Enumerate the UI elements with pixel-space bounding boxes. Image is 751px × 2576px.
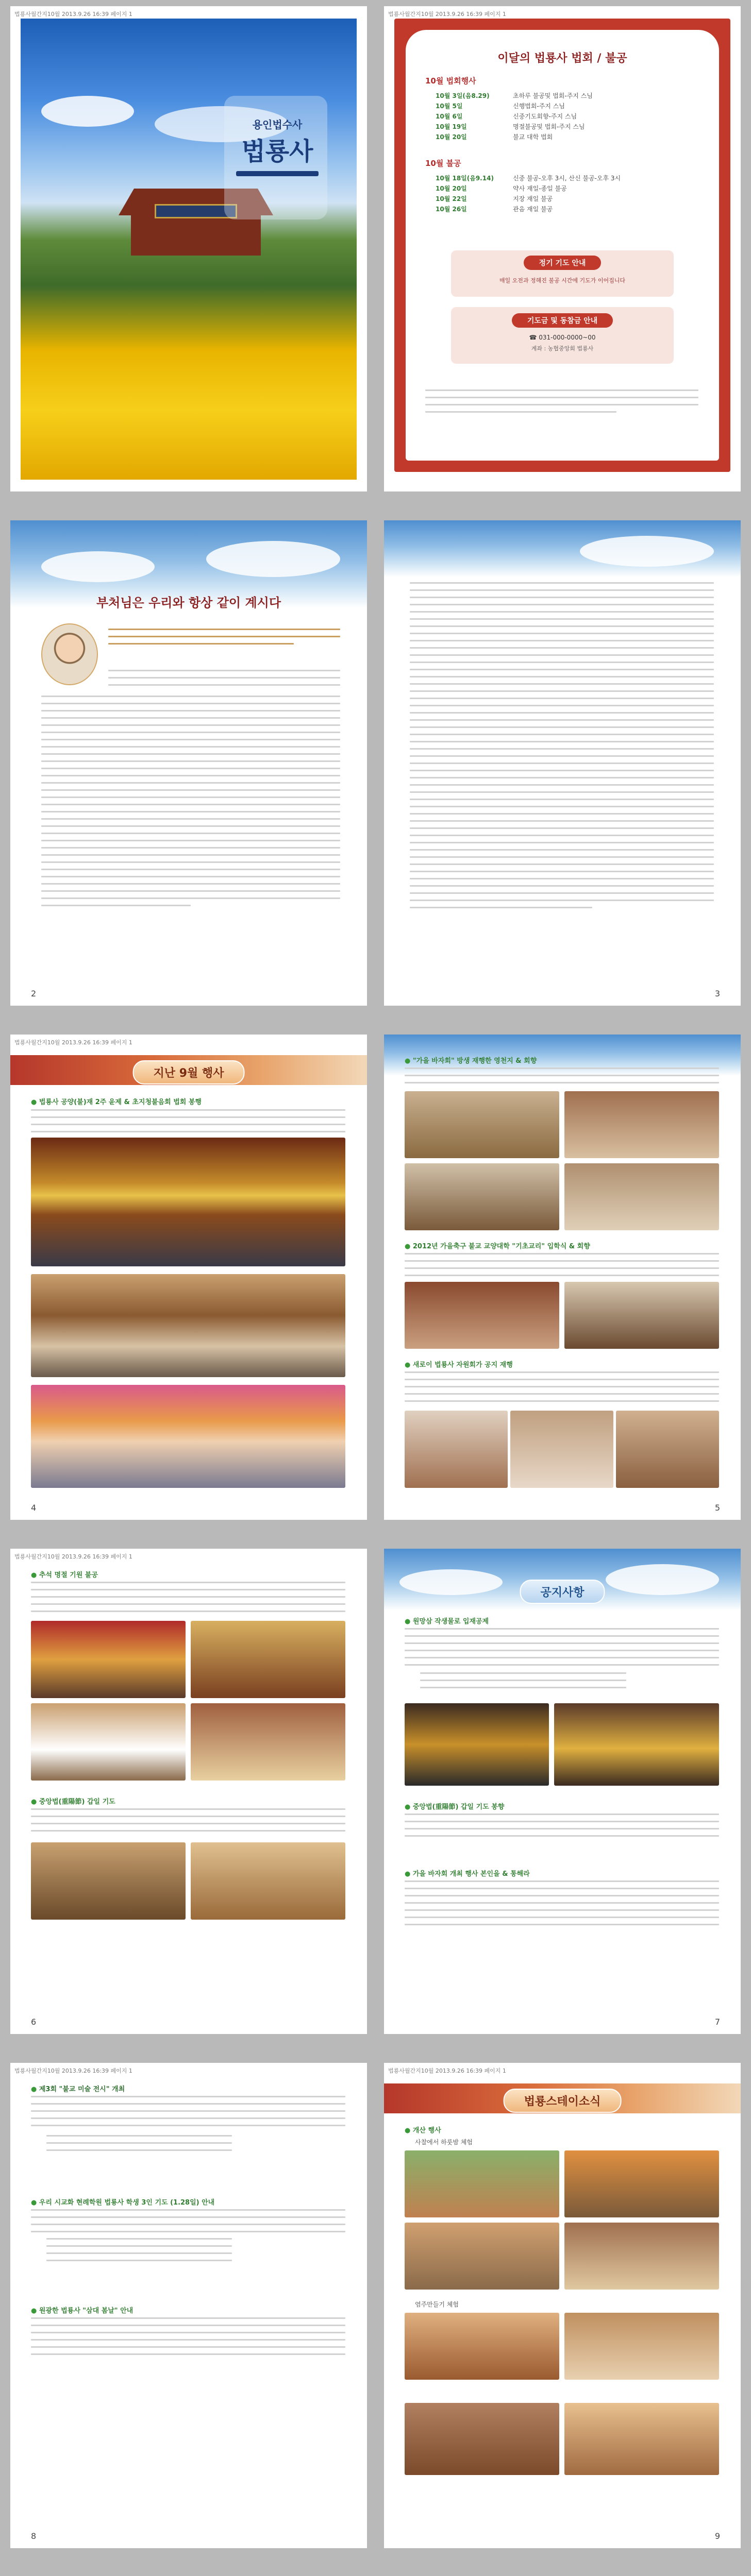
events-title: 이달의 법룡사 법회 / 불공 (497, 52, 627, 65)
page-cover (10, 6, 367, 492)
event-photo (191, 1842, 345, 1920)
section-heading: ● 우리 시교화 현례학원 법룡사 학생 3인 기도 (1.28일) 안내 (31, 2197, 214, 2207)
event-photo (405, 1282, 559, 1349)
page-header: 법룡사월간지10월 2013.9.26 16:39 페이지 1 (388, 11, 506, 18)
photo-caption: 사찰에서 하룻밤 체험 (415, 2139, 473, 2146)
list-item: 10월 6일 신중기도회향-주지 스님 (436, 113, 577, 120)
cover-title-block (236, 116, 319, 204)
page-number: 2 (31, 989, 37, 998)
templestay-photo (564, 2313, 719, 2380)
cover-subtitle: 용인법수사 (252, 118, 303, 131)
event-photo (405, 1163, 559, 1230)
donation-account: 계좌 : 농협중앙회 법룡사 (531, 345, 594, 352)
events-list (436, 91, 593, 142)
section-heading: ● "가을 바자회" 방생 재행한 영천지 & 회향 (405, 1055, 537, 1065)
cover-image (21, 19, 357, 480)
templestay-photo (564, 2150, 719, 2217)
page-events (384, 6, 741, 492)
event-photo (31, 1621, 186, 1698)
event-photo (564, 1163, 719, 1230)
event-photo (510, 1411, 613, 1488)
offerings-list (436, 173, 621, 214)
list-item: 10월 26일 관음 재일 불공 (436, 206, 553, 213)
event-photo (564, 1282, 719, 1349)
page-dharma-talk-1 (10, 520, 367, 1006)
templestay-photo (405, 2223, 559, 2290)
event-photo (31, 1842, 186, 1920)
section-offerings: 10월 불공 (425, 159, 461, 168)
list-item: 10월 20일 약사 재일-종일 불공 (436, 185, 567, 192)
event-photo (564, 1091, 719, 1158)
list-item: 10월 3일(음8.29) 초하루 불공및 법회-주지 스님 (436, 92, 593, 99)
page-number: 4 (31, 1503, 37, 1513)
event-photo (31, 1703, 186, 1781)
page-notices (384, 1549, 741, 2034)
list-item: 10월 20일 불교 대학 법회 (436, 133, 553, 141)
notice-photo (554, 1703, 719, 1786)
list-item: 10월 18일(음9.14) 신중 불공-오후 3시, 산신 불공-오후 3시 (436, 175, 621, 182)
list-item: 10월 22일 지장 재일 불공 (436, 195, 553, 202)
section-heading: ● 가을 바자회 개최 행사 본인을 & 통해라 (405, 1868, 530, 1878)
event-photo (616, 1411, 719, 1488)
page-number: 3 (714, 989, 720, 998)
monk-portrait (41, 623, 98, 685)
section-title: 지난 9월 행사 (133, 1060, 245, 1084)
event-photo (191, 1703, 345, 1781)
page-notices-2 (10, 2063, 367, 2548)
section-heading: ● 새로이 법룡사 자원회가 공지 재행 (405, 1359, 513, 1369)
page-header: 법룡사월간지10월 2013.9.26 16:39 페이지 1 (14, 1039, 132, 1046)
page-header: 법룡사월간지10월 2013.9.26 16:39 페이지 1 (14, 1553, 132, 1560)
templestay-photo (564, 2223, 719, 2290)
page-dharma-talk-2 (384, 520, 741, 1006)
page-header: 법룡사월간지10월 2013.9.26 16:39 페이지 1 (388, 2067, 506, 2074)
cover-title: 법룡사 (241, 137, 313, 166)
page-header: 법룡사월간지10월 2013.9.26 16:39 페이지 1 (14, 11, 132, 18)
event-photo (31, 1274, 345, 1377)
templestay-photo (405, 2313, 559, 2380)
section-heading: ● 중앙법(重陽節) 갑일 기도 봉향 (405, 1801, 504, 1811)
page-header: 법룡사월간지10월 2013.9.26 16:39 페이지 1 (14, 2067, 132, 2074)
page-number: 7 (714, 2017, 720, 2027)
page-number: 5 (714, 1503, 720, 1513)
section-heading: ● 개산 행사 (405, 2125, 441, 2134)
donation-phone: ☎ 031-000-0000~00 (529, 334, 596, 341)
notice-photo (405, 1703, 549, 1786)
page-number: 6 (31, 2017, 37, 2027)
section-heading: ● 원망삼 작생물로 입재공제 (405, 1616, 489, 1625)
article-title: 부처님은 우리와 항상 같이 계시다 (96, 596, 281, 610)
page-templestay (384, 2063, 741, 2548)
page-past-events-3 (10, 1549, 367, 2034)
event-photo (31, 1138, 345, 1266)
section-heading: ● 중앙법(重陽節) 갑일 기도 (31, 1796, 115, 1806)
list-item: 10월 19일 명절불공및 법회-주지 스님 (436, 123, 585, 130)
page-past-events (10, 1035, 367, 1520)
templestay-photo (405, 2150, 559, 2217)
photo-caption: 염주만들기 체험 (415, 2301, 459, 2308)
section-title: 법룡스테이소식 (504, 2089, 622, 2113)
event-photo (191, 1621, 345, 1698)
events-frame (394, 19, 730, 472)
event-photo (405, 1411, 508, 1488)
section-heading: ● 추석 명절 기원 불공 (31, 1569, 98, 1579)
page-number: 8 (31, 2531, 37, 2541)
section-heading: ● 원광한 법룡사 "삼대 봄날" 안내 (31, 2305, 133, 2315)
prayer-box (451, 250, 674, 297)
event-photo (405, 1091, 559, 1158)
page-number: 9 (714, 2531, 720, 2541)
donation-box-title: 기도금 및 동참금 안내 (512, 313, 613, 328)
section-events: 10월 법회행사 (425, 76, 476, 86)
section-title: 공지사항 (520, 1580, 605, 1604)
event-photo (31, 1385, 345, 1488)
page-past-events-2 (384, 1035, 741, 1520)
donation-box (451, 307, 674, 364)
prayer-box-text: 매일 오전과 정해진 불공 시간에 기도가 이어집니다 (499, 277, 626, 284)
section-heading: ● 법룡사 공양(불)재 2주 윤제 & 초지청불음회 법회 봉행 (31, 1096, 202, 1106)
list-item: 10월 5일 신행법회-주지 스님 (436, 103, 565, 110)
templestay-photo (405, 2403, 559, 2475)
prayer-box-title: 정기 기도 안내 (524, 256, 602, 270)
footer-text-block (425, 389, 698, 418)
templestay-photo (564, 2403, 719, 2475)
section-heading: ● 제3회 "불교 미술 전시" 개최 (31, 2083, 125, 2093)
section-heading: ● 2012년 가을축구 불교 교양대학 "기초교리" 입학식 & 회향 (405, 1241, 590, 1250)
